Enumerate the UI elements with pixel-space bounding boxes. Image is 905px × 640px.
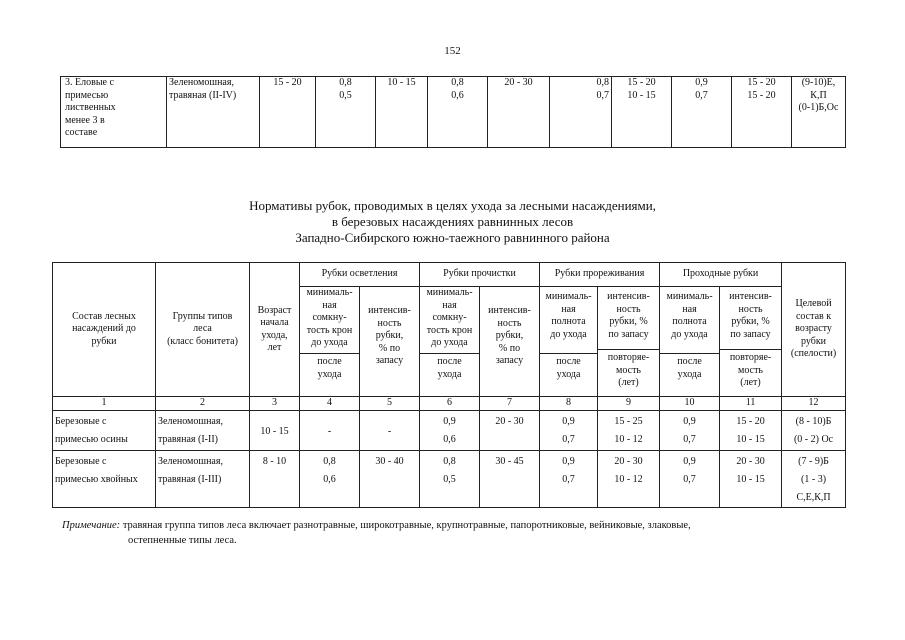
table-cell: 0,8 0,7 — [550, 77, 612, 148]
table-cell: 0,9 0,6 — [420, 411, 480, 451]
footnote — [62, 518, 852, 548]
table-cell: 20 - 30 — [488, 77, 550, 148]
footnote-label: Примечание: — [62, 520, 121, 531]
column-number-row — [53, 397, 846, 411]
cleaning-header: Рубки прочистки — [420, 263, 540, 287]
forest-type-cell: Зеленомошная, травяная (I-III) — [156, 451, 250, 508]
table-cell: 0,9 0,7 — [660, 451, 720, 508]
table-cell: 15 - 20 10 - 15 — [612, 77, 672, 148]
document-title — [0, 198, 905, 246]
column-number: 2 — [156, 397, 250, 411]
intensity-header: интенсив- ность рубки, % по запасу повторяе- мость (лет) — [598, 287, 660, 397]
composition-header: Состав лесных насаждений до рубки — [53, 263, 156, 397]
intensity-header: интенсив- ность рубки, % по запасу повторяе- мость (лет) — [720, 287, 782, 397]
target-composition-cell: (7 - 9)Б (1 - 3) С,Е,К,П — [782, 451, 846, 508]
table-cell: 20 - 30 10 - 12 — [598, 451, 660, 508]
table-cell: 15 - 25 10 - 12 — [598, 411, 660, 451]
column-number: 12 — [782, 397, 846, 411]
table-row — [53, 451, 846, 508]
column-number: 6 — [420, 397, 480, 411]
passage-header: Проходные рубки — [660, 263, 782, 287]
target-composition-cell: (8 - 10)Б (0 - 2) Ос — [782, 411, 846, 451]
thinning-header: Рубки прореживания — [540, 263, 660, 287]
composition-cell: 3. Еловые с примесью лиственных менее 3 в составе — [61, 77, 167, 148]
table-cell: 0,8 0,5 — [316, 77, 376, 148]
footnote-text: травяная группа типов леса включает разнотравные, широкотравные, крупнотравные, папоротниковые, вейниковые, злаковые, — [120, 520, 691, 531]
continuation-table — [60, 76, 846, 148]
column-number: 7 — [480, 397, 540, 411]
title-line: Нормативы рубок, проводимых в целях ухода за лесными насаждениями, — [249, 198, 656, 213]
column-number: 1 — [53, 397, 156, 411]
footnote-text: остепненные типы леса. — [128, 535, 237, 546]
column-number: 11 — [720, 397, 782, 411]
column-number: 5 — [360, 397, 420, 411]
age-cell: 10 - 15 — [250, 411, 300, 451]
intensity-header: интенсив- ность рубки, % по запасу — [480, 287, 540, 397]
table-cell: 0,8 0,6 — [300, 451, 360, 508]
forest-type-cell: Зеленомошная, травяная (I-II) — [156, 411, 250, 451]
clarification-header: Рубки осветления — [300, 263, 420, 287]
table-row — [61, 77, 846, 148]
table-cell: 10 - 15 — [376, 77, 428, 148]
intensity-header: интенсив- ность рубки, % по запасу — [360, 287, 420, 397]
norms-table — [52, 262, 846, 508]
composition-cell: Березовые с примесью хвойных — [53, 451, 156, 508]
table-cell: 30 - 40 — [360, 451, 420, 508]
min-density-header: минималь- ная полнота до ухода после ухода — [540, 287, 598, 397]
forest-type-cell: Зеленомошная, травяная (II-IV) — [167, 77, 260, 148]
table-cell: 0,8 0,5 — [420, 451, 480, 508]
column-number: 10 — [660, 397, 720, 411]
header-row — [53, 263, 846, 287]
column-number: 9 — [598, 397, 660, 411]
table-cell: 20 - 30 10 - 15 — [720, 451, 782, 508]
page-number: 152 — [444, 45, 461, 57]
table-cell: - — [360, 411, 420, 451]
table-cell: 0,9 0,7 — [540, 411, 598, 451]
table-cell: 15 - 20 15 - 20 — [732, 77, 792, 148]
min-closure-header: минималь- ная сомкну- тость крон до ухода после ухода — [420, 287, 480, 397]
table-cell: 0,9 0,7 — [540, 451, 598, 508]
column-number: 3 — [250, 397, 300, 411]
target-composition-cell: (9-10)Е, К,П (0-1)Б,Ос — [792, 77, 846, 148]
min-density-header: минималь- ная полнота до ухода после ухода — [660, 287, 720, 397]
table-cell: 20 - 30 — [480, 411, 540, 451]
column-number: 4 — [300, 397, 360, 411]
title-line: Западно-Сибирского южно-таежного равнинного района — [295, 230, 610, 245]
table-cell: 30 - 45 — [480, 451, 540, 508]
table-row — [53, 411, 846, 451]
table-cell: 0,9 0,7 — [660, 411, 720, 451]
age-cell: 15 - 20 — [260, 77, 316, 148]
composition-cell: Березовые с примесью осины — [53, 411, 156, 451]
column-number: 8 — [540, 397, 598, 411]
age-header: Возраст начала ухода, лет — [250, 263, 300, 397]
table-cell: 0,8 0,6 — [428, 77, 488, 148]
target-header: Целевой состав к возрасту рубки (спелости) — [782, 263, 846, 397]
title-line: в березовых насаждениях равнинных лесов — [331, 214, 574, 229]
min-closure-header: минималь- ная сомкну- тость крон до ухода после ухода — [300, 287, 360, 397]
forest-type-header: Группы типов леса (класс бонитета) — [156, 263, 250, 397]
table-cell: 0,9 0,7 — [672, 77, 732, 148]
table-cell: - — [300, 411, 360, 451]
age-cell: 8 - 10 — [250, 451, 300, 508]
table-cell: 15 - 20 10 - 15 — [720, 411, 782, 451]
